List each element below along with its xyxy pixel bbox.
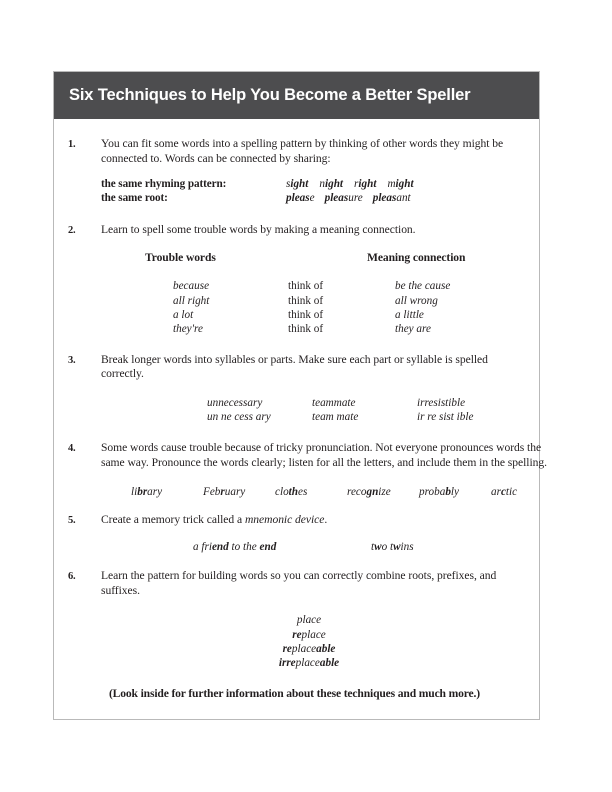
example-word	[131, 486, 203, 498]
word-prefix: r	[354, 178, 359, 191]
word-highlight: w	[374, 541, 382, 554]
technique-item-5	[68, 513, 525, 554]
word-prefix: reco	[347, 485, 367, 498]
example-word	[286, 177, 308, 191]
word-highlight: ight	[395, 178, 414, 191]
word-highlight: gn	[366, 485, 379, 498]
word-prefix: s	[286, 178, 291, 191]
word-suffix: ly	[450, 485, 459, 498]
split-word: team mate	[312, 411, 359, 424]
syllable-whole-row	[207, 396, 525, 410]
technique-number: 1.	[68, 139, 76, 150]
table-row	[101, 322, 525, 336]
technique-text-after: .	[324, 512, 328, 526]
technique-body	[101, 223, 525, 337]
trouble-words-table	[101, 251, 525, 336]
mnemonic-example	[371, 541, 414, 553]
word-prefix: to the	[228, 541, 260, 554]
word-highlight: c	[500, 485, 506, 498]
technique-text	[101, 513, 525, 528]
word-building-ladder	[101, 613, 525, 670]
word-suffix: o	[381, 541, 388, 554]
sharing-label-colon: :	[222, 178, 227, 191]
word-prefix: t	[387, 541, 394, 554]
word-prefix: n	[319, 178, 325, 191]
technique-number: 6.	[68, 571, 76, 583]
word-prefix: m	[387, 178, 396, 191]
word-suffix: ant	[396, 192, 411, 205]
technique-item-2	[68, 223, 525, 337]
footer-note: (Look inside for further information about these techniques and much more.)	[108, 686, 481, 700]
word-highlight: pleas	[372, 192, 397, 205]
word-prefix: Feb	[203, 485, 221, 498]
sharing-row	[101, 191, 525, 205]
panel-header-bar	[54, 72, 539, 119]
pronunciation-examples	[101, 486, 563, 498]
word-suffix: ure	[348, 192, 363, 205]
ladder-word	[101, 656, 517, 670]
column-header-trouble-words: Trouble words	[145, 251, 216, 265]
ladder-word	[101, 613, 517, 627]
split-word: ir re sist ible	[417, 411, 474, 424]
cell-meaning: a little	[395, 308, 424, 321]
technique-item-1	[68, 137, 525, 206]
table-row	[101, 294, 525, 308]
cell-link-phrase: think of	[288, 294, 324, 307]
technique-body	[101, 137, 525, 206]
example-word	[275, 486, 347, 498]
word-suffix: es	[298, 485, 308, 498]
cell-trouble-word: a lot	[173, 308, 194, 321]
table-header-row	[101, 251, 525, 264]
sharing-label-text: the same rhyming pattern	[101, 178, 223, 191]
word-prefix: clo	[275, 485, 289, 498]
word-highlight: ight	[325, 178, 344, 191]
sharing-examples	[286, 177, 414, 191]
example-word	[319, 177, 343, 191]
word-highlight: end	[259, 541, 277, 554]
technique-item-3	[68, 353, 525, 425]
whole-word: irresistible	[417, 396, 466, 409]
example-word	[354, 177, 376, 191]
technique-body	[101, 353, 525, 425]
word-highlight: th	[288, 485, 299, 498]
syllable-split-row	[207, 410, 525, 424]
ladder-word	[101, 642, 517, 656]
word-suffix: ize	[378, 485, 391, 498]
word-highlight: ight	[358, 178, 377, 191]
word-suffix: ins	[400, 541, 414, 554]
cell-meaning: all wrong	[395, 294, 438, 307]
technique-number: 3.	[68, 354, 76, 366]
panel-body	[54, 119, 547, 700]
sharing-label-text: the same root	[101, 192, 165, 205]
sharing-label-colon: :	[164, 192, 168, 205]
example-word	[203, 486, 275, 498]
technique-number: 5.	[68, 514, 76, 526]
mnemonic-device-term: mnemonic device	[244, 512, 325, 526]
word-highlight: re	[282, 642, 292, 655]
sharing-label	[101, 191, 286, 205]
word-prefix: li	[131, 485, 138, 498]
word-highlight: r	[220, 485, 225, 498]
word-highlight: b	[445, 485, 451, 498]
sharing-row	[101, 177, 525, 191]
syllable-examples	[101, 396, 525, 425]
example-word	[286, 191, 315, 205]
table-row	[101, 308, 525, 322]
cell-link-phrase: think of	[288, 308, 324, 321]
word-suffix: e	[309, 192, 315, 205]
word-prefix: ar	[491, 485, 501, 498]
split-word: un ne cess ary	[207, 411, 271, 424]
cell-trouble-word: they're	[173, 323, 203, 336]
word-root: place	[296, 614, 322, 627]
word-highlight: irre	[278, 657, 296, 670]
technique-item-6	[68, 569, 525, 670]
word-highlight: end	[211, 541, 229, 554]
column-header-meaning-connection: Meaning connection	[367, 251, 466, 265]
example-word	[387, 177, 413, 191]
word-prefix: t	[371, 541, 375, 554]
word-highlight: able	[316, 642, 336, 655]
word-prefix: a fri	[193, 541, 212, 554]
sharing-examples	[286, 191, 411, 205]
word-root: place	[295, 657, 320, 670]
mnemonic-examples	[101, 541, 525, 553]
cell-meaning: be the cause	[395, 280, 451, 293]
technique-number: 2.	[68, 224, 76, 236]
technique-text: Learn the pattern for building words so you can correctly combine roots, prefixes, and suffixes.	[101, 569, 497, 597]
example-word	[491, 486, 563, 498]
sharing-label	[101, 177, 286, 191]
word-root: place	[301, 628, 326, 641]
whole-word: teammate	[312, 396, 356, 409]
cell-trouble-word: because	[173, 280, 210, 293]
word-highlight: re	[292, 628, 302, 641]
word-prefix: proba	[419, 485, 446, 498]
table-row	[101, 279, 525, 293]
technique-text: You can fit some words into a spelling pattern by thinking of other words they might be connected to. Words can be connected by sharing:	[101, 137, 504, 165]
whole-word: unnecessary	[207, 396, 263, 409]
example-word	[325, 191, 363, 205]
word-highlight: able	[319, 657, 340, 670]
word-suffix: ary	[147, 485, 163, 498]
cell-link-phrase: think of	[288, 280, 324, 293]
technique-text-before: Create a memory trick called a	[101, 512, 245, 526]
technique-body	[101, 513, 525, 554]
example-word	[347, 486, 419, 498]
example-word	[419, 486, 491, 498]
cell-link-phrase: think of	[288, 323, 324, 336]
ladder-word	[101, 628, 517, 642]
technique-body	[101, 569, 525, 670]
mnemonic-example	[193, 541, 371, 553]
spelling-techniques-panel	[53, 71, 547, 720]
cell-meaning: they are	[395, 323, 431, 336]
technique-text: Break longer words into syllables or parts. Make sure each part or syllable is spelled correctly.	[101, 352, 488, 381]
technique-item-4	[68, 441, 547, 498]
word-highlight: w	[393, 541, 401, 554]
word-suffix: uary	[224, 485, 246, 498]
word-highlight: pleas	[324, 192, 349, 205]
technique-text: Learn to spell some trouble words by making a meaning connection.	[101, 222, 416, 236]
word-root: place	[291, 642, 317, 655]
word-suffix: tic	[505, 485, 518, 498]
cell-trouble-word: all right	[173, 294, 210, 307]
technique-number: 4.	[68, 443, 76, 455]
page-title: Six Techniques to Help You Become a Better Speller	[69, 86, 471, 104]
word-highlight: br	[137, 485, 148, 498]
technique-text: Some words cause trouble because of tricky pronunciation. Not everyone pronounces words the same way. Pronounce the words clearly; listen for all the letters, and include them in the spelling.	[101, 441, 547, 469]
example-word	[373, 191, 411, 205]
word-highlight: ight	[290, 178, 309, 191]
technique-body	[101, 441, 563, 497]
word-highlight: pleas	[286, 192, 310, 205]
rhyme-root-rows	[101, 177, 525, 206]
